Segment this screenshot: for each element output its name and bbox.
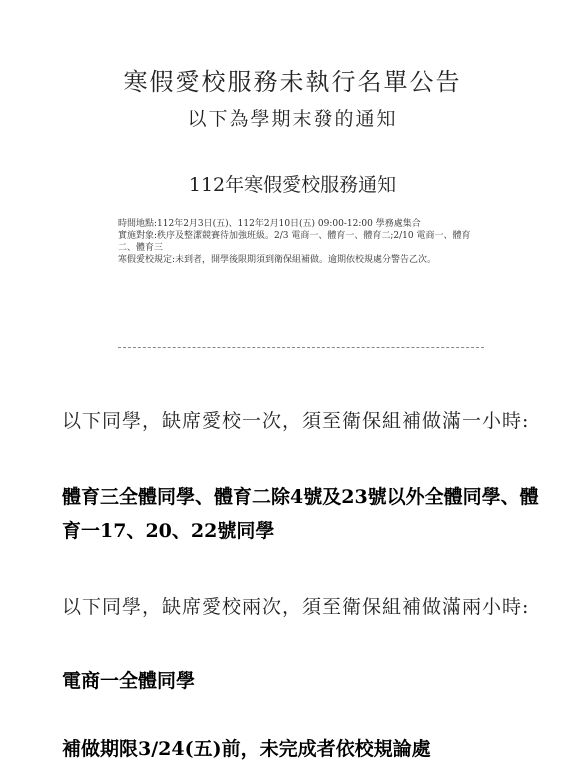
absent-twice-students: 電商一全體同學	[62, 670, 196, 692]
absent-once-students: 體育三全體同學、體育二除4號及23號以外全體同學、體育一17、20、22號同學	[62, 486, 539, 542]
notice-body	[118, 218, 488, 266]
notice-line-time: 時間地點:112年2月3日(五)、112年2月10日(五) 09:00-12:00 學務處集合	[118, 219, 421, 229]
notice-line-rule: 寒假愛校規定:未到者，開學後限期須到衛保組補做。逾期依校規處分警告乙次。	[118, 255, 437, 265]
dashed-divider	[118, 347, 484, 348]
notice-title: 112年寒假愛校服務通知	[188, 174, 397, 196]
absent-once-text: 以下同學，缺席愛校一次，須至衛保組補做滿一小時:	[62, 410, 530, 432]
notice-line-target: 實施對象:秩序及整潔競賽待加強班級。2/3 電商一、體育一、體育二;2/10 電商一、體育二、體育三	[118, 231, 471, 253]
deadline-notice: 補做期限3/24(五)前，未完成者依校規論處	[62, 738, 431, 760]
absent-twice-text: 以下同學，缺席愛校兩次，須至衛保組補做滿兩小時:	[62, 596, 530, 618]
page-title: 寒假愛校服務未執行名單公告	[123, 68, 462, 96]
page-subtitle: 以下為學期末發的通知	[187, 108, 398, 130]
